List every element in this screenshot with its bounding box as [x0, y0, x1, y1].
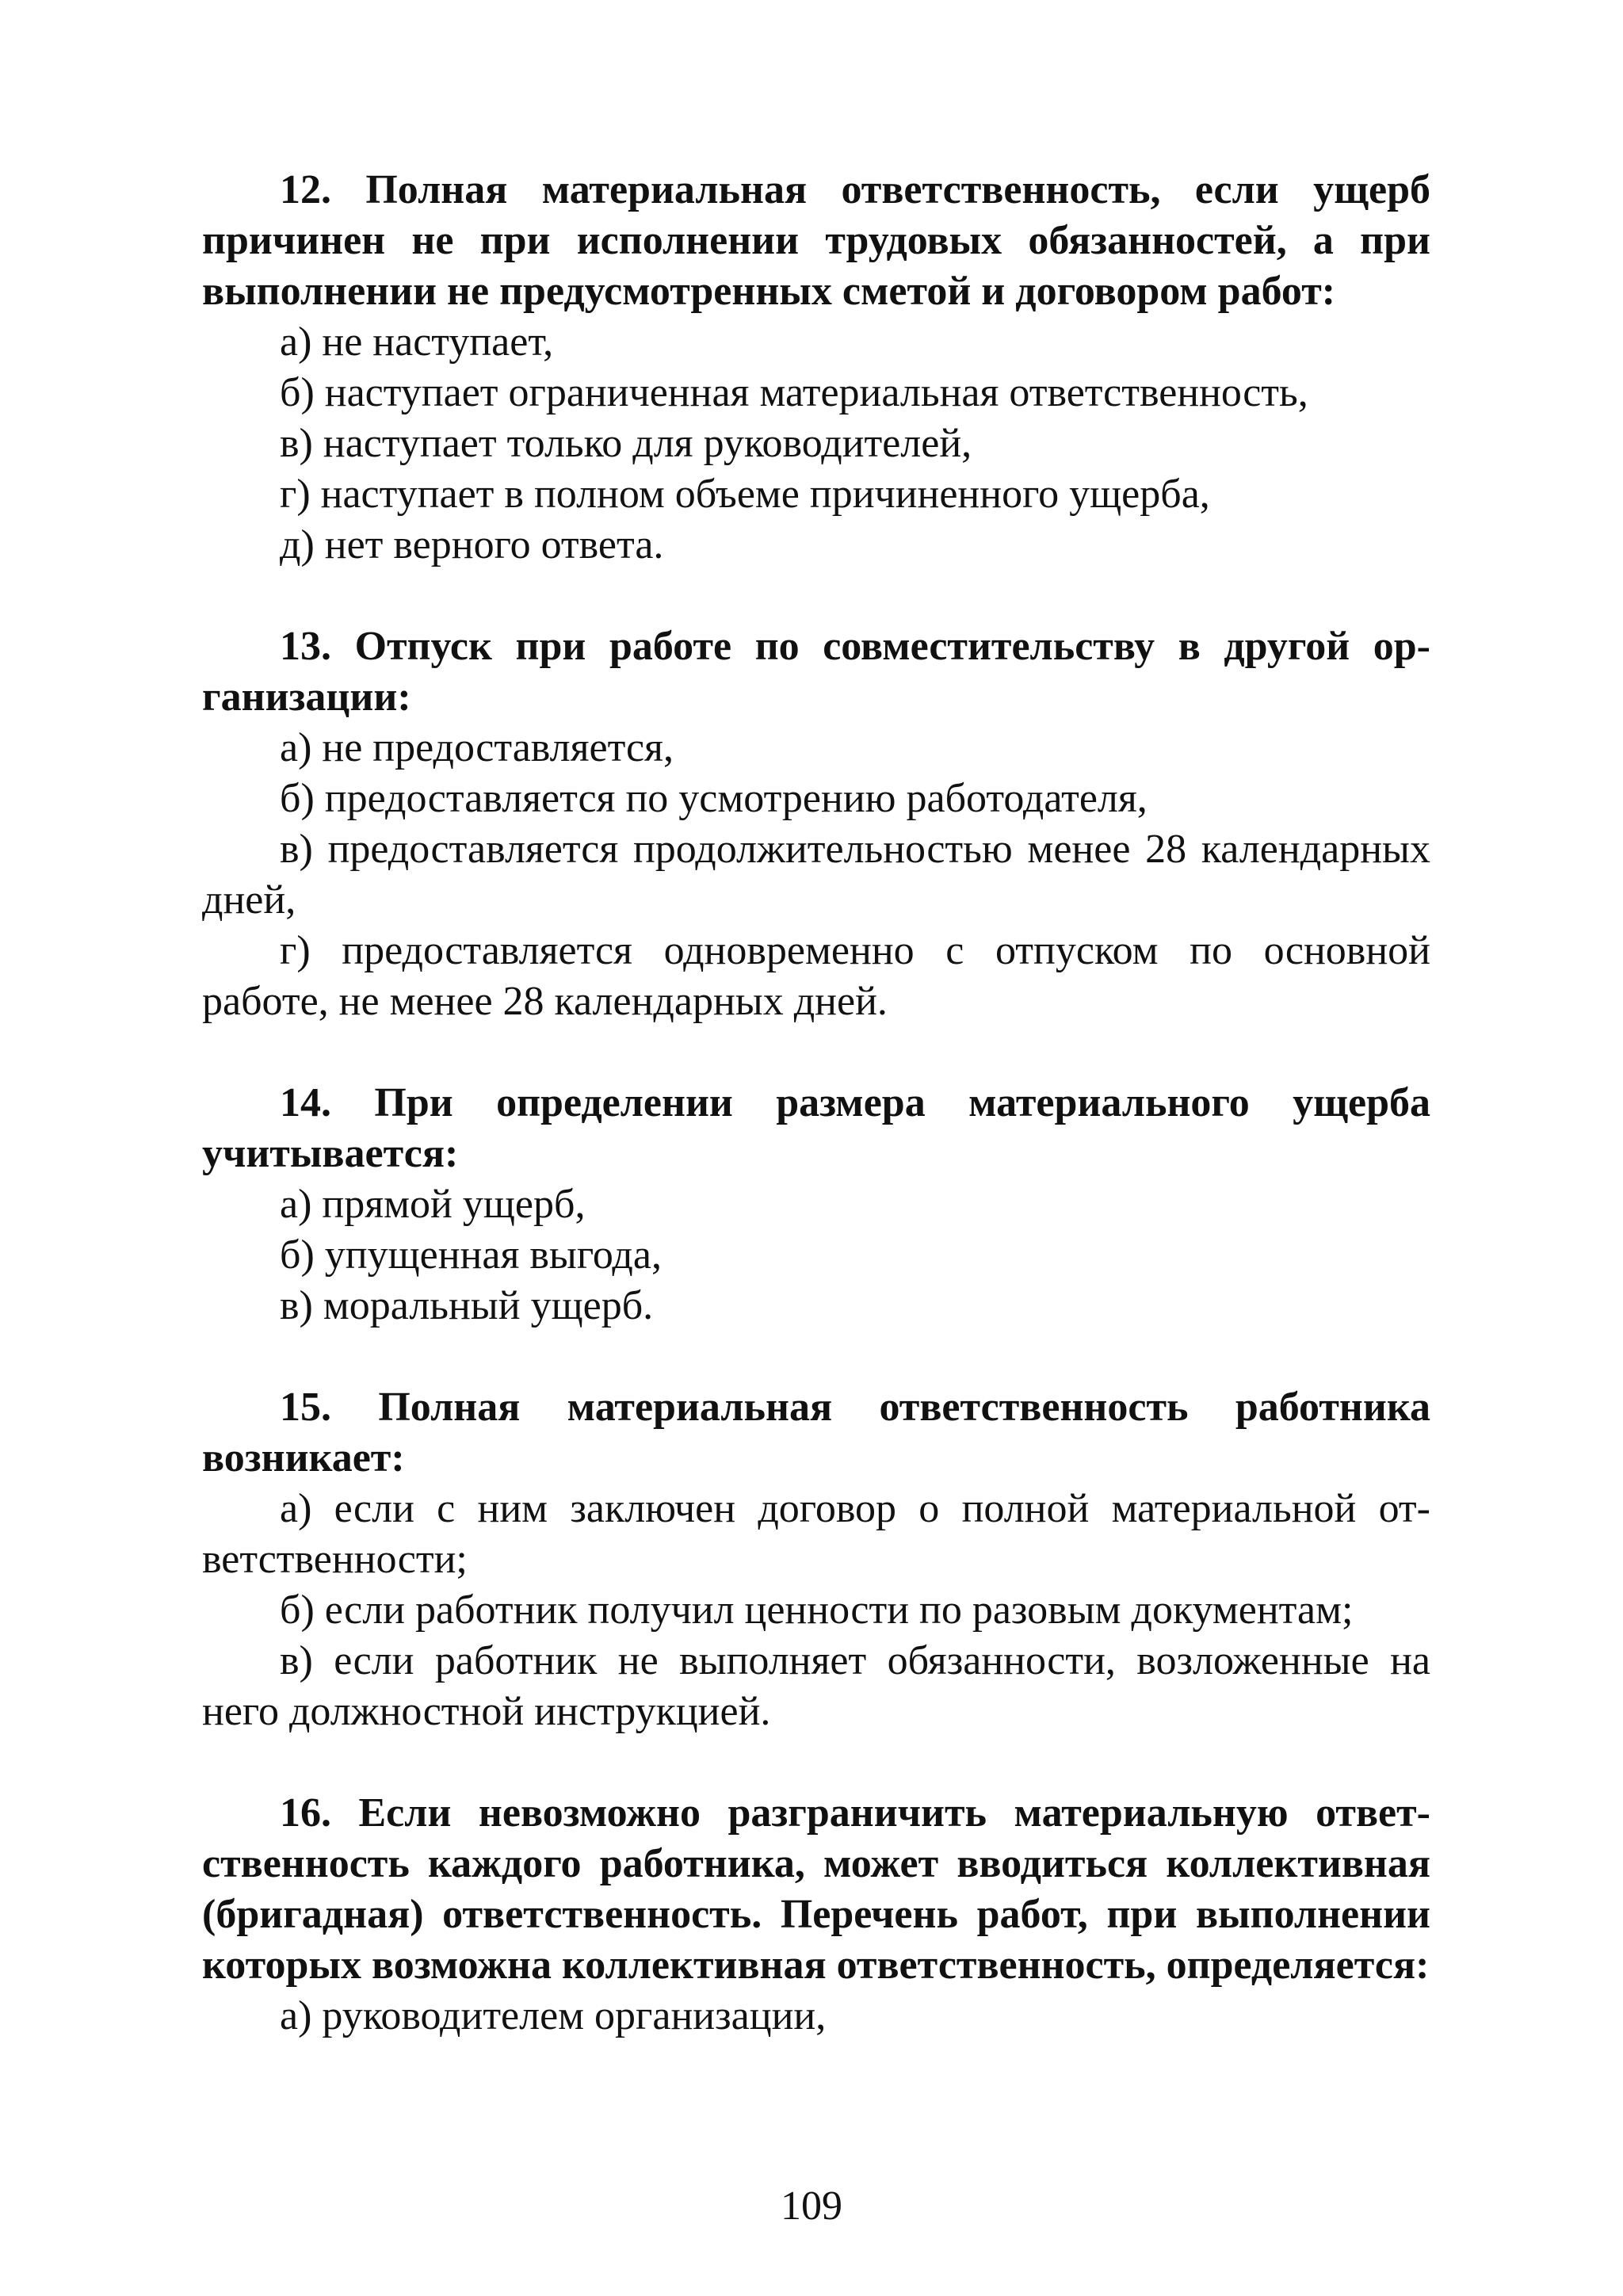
answer-option: д) нет верного ответа. [280, 522, 664, 567]
answer-option: б) упущенная выгода, [280, 1232, 662, 1278]
question-13 [202, 621, 1430, 1027]
document-page [202, 165, 1430, 2042]
answer-option: г) предоставляется одновременно с отпуском по основной работе, не менее 28 календарных дней. [202, 928, 1430, 1024]
answer-option: в) если работник не выполняет обязанности, возложенные на него должностной инструкцией. [202, 1638, 1430, 1734]
answer-option: в) предоставляется продолжительностью менее 28 календарных дней, [202, 827, 1430, 923]
answer-option: а) не наступает, [280, 319, 554, 365]
question-15 [202, 1382, 1430, 1737]
answer-option: а) руководителем организации, [280, 1993, 827, 2038]
answer-options [202, 1991, 1430, 2042]
answer-option: а) прямой ущерб, [280, 1182, 586, 1227]
question-title: 15. Полная материальная ответственность работника возникает: [202, 1385, 1430, 1480]
answer-option: б) предоставляется по усмотрению работодателя, [280, 776, 1148, 821]
answer-options [202, 317, 1430, 571]
answer-option: в) наступает только для руководителей, [280, 421, 972, 466]
answer-option: а) если с ним заключен договор о полной материальной ответственности; [202, 1486, 1430, 1582]
answer-options [202, 723, 1430, 1027]
answer-option: г) наступает в полном объеме причиненного ущерба, [280, 472, 1210, 517]
answer-options [202, 1484, 1430, 1737]
answer-option: б) наступает ограниченная материальная ответственность, [280, 370, 1308, 415]
answer-option: б) если работник получил ценности по разовым документам; [280, 1587, 1354, 1633]
question-12 [202, 165, 1430, 571]
question-title: 16. Если невозможно разграничить материальную ответственность каждого работника, может вводиться коллективная (бригадная) ответственность. Перечень работ, при выполнении которых возможна коллективная ответственность, определяется: [202, 1790, 1430, 1988]
answer-option: в) моральный ущерб. [280, 1283, 654, 1328]
question-14 [202, 1078, 1430, 1331]
question-title: 14. При определении размера материального ущерба учитывается: [202, 1080, 1430, 1176]
answer-option: а) не предоставляется, [280, 725, 674, 770]
question-title: 13. Отпуск при работе по совместительству в другой организации: [202, 624, 1430, 720]
page-number: 109 [781, 2183, 842, 2229]
question-16 [202, 1788, 1430, 2042]
answer-options [202, 1179, 1430, 1331]
question-title: 12. Полная материальная ответственность, если ущерб причинен не при исполнении трудовых обязанностей, а при выполнении не предусмотренных сметой и договором работ: [202, 167, 1430, 314]
